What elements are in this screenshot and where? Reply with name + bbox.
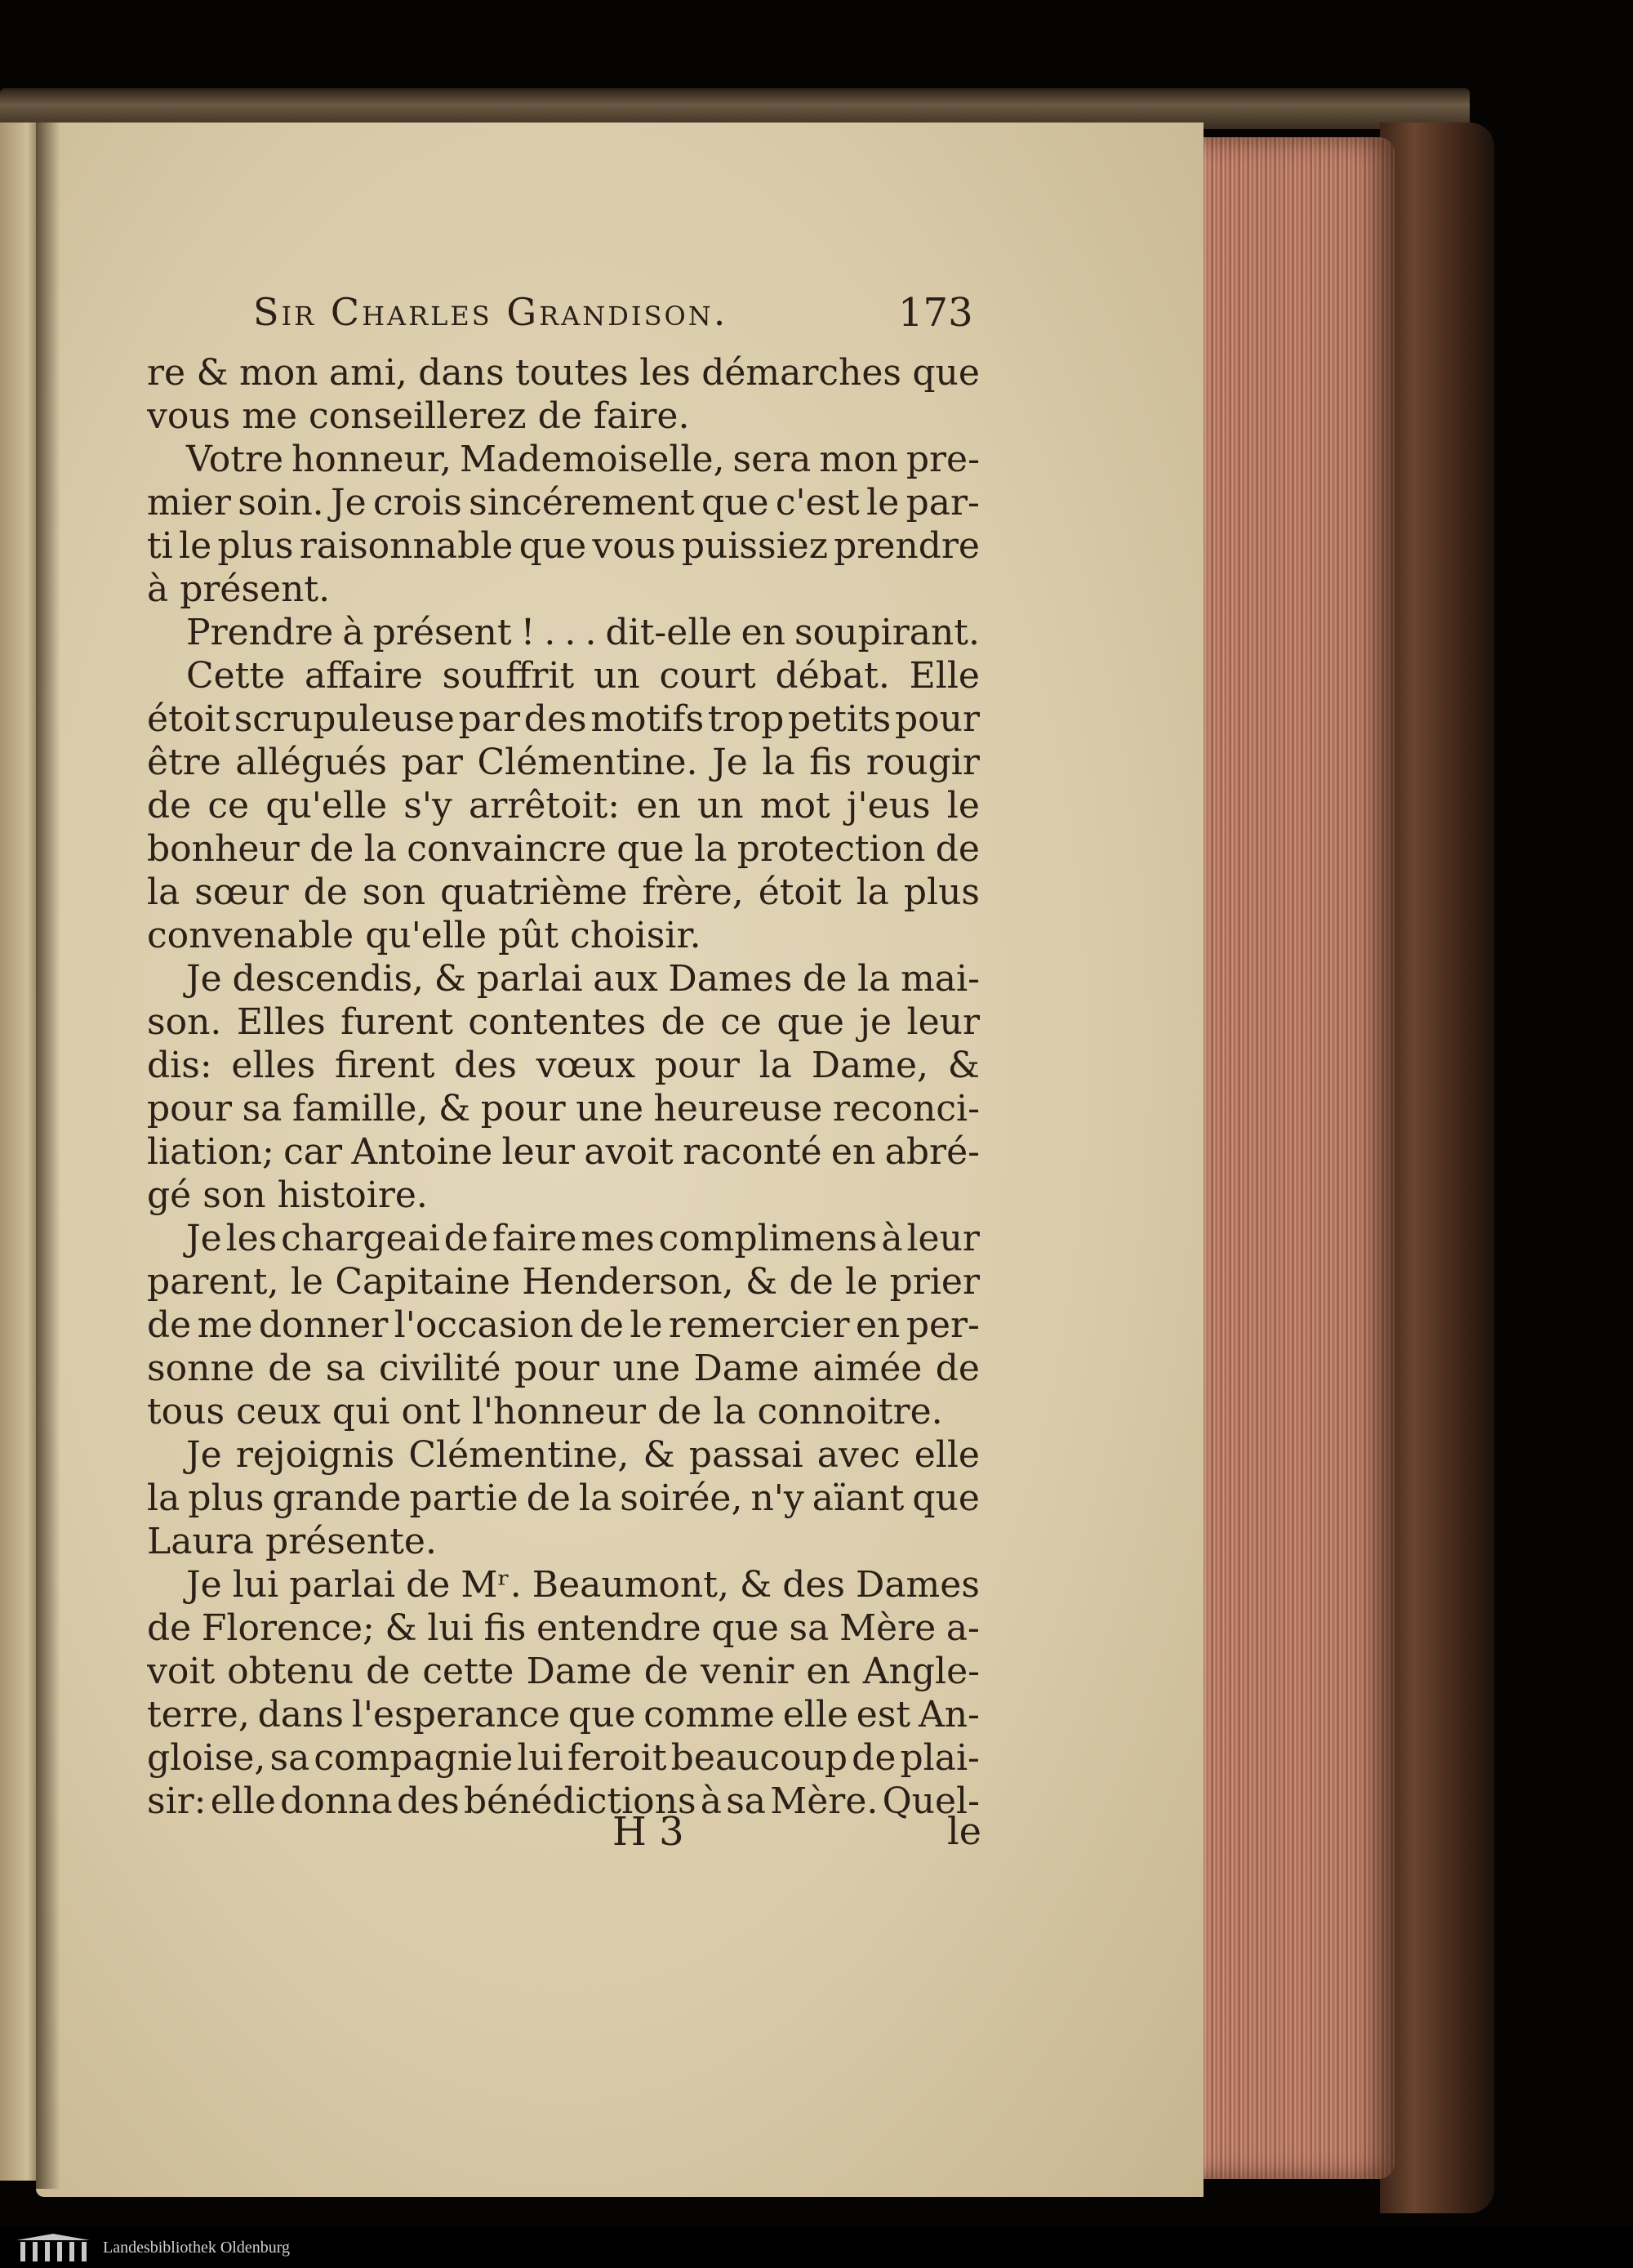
text-line: Je rejoignis Clémentine, & passai avec elle [186,1434,980,1476]
text-line: Laura présente. [147,1521,437,1562]
text-line: étoit scrupuleuse par des motifs trop petits pour [147,698,980,740]
left-page-edge [0,123,39,2181]
catchword: le [947,1809,981,1853]
footer-bar [0,2227,1633,2268]
text-line: re & mon ami, dans toutes les démarches que [147,352,980,394]
text-line: terre, dans l'esperance que comme elle est An- [147,1694,980,1736]
text-line: pour sa famille, & pour une heureuse reconci- [147,1088,980,1130]
text-line: à présent. [147,568,331,610]
text-line: son. Elles furent contentes de ce que je leur [147,1001,980,1043]
text-line: Je les chargeai de faire mes complimens à leur [186,1218,980,1259]
text-line: vous me conseillerez de faire. [147,395,690,437]
library-name: Landesbibliothek Oldenburg [103,2238,291,2257]
text-line: de ce qu'elle s'y arrêtoit: en un mot j'eus le [147,785,980,827]
text-line: de Florence; & lui fis entendre que sa Mère a- [147,1607,980,1649]
library-logo-icon [16,2234,90,2261]
text-line: liation; car Antoine leur avoit raconté en abré- [147,1131,980,1173]
text-line: mier soin. Je crois sincérement que c'est le par- [147,482,980,524]
text-line: la plus grande partie de la soirée, n'y aïant que [147,1477,980,1519]
signature-mark: H 3 [612,1809,684,1855]
text-line: sonne de sa civilité pour une Dame aimée de [147,1348,980,1389]
text-line: la sœur de son quatrième frère, étoit la plus [147,871,980,913]
text-line: parent, le Capitaine Henderson, & de le prier [147,1261,980,1303]
page-fore-edge [1199,137,1395,2179]
book-cover-right-edge [1380,123,1494,2213]
running-title: Sir Charles Grandison. [253,290,728,334]
text-line: être allégués par Clémentine. Je la fis rougir [147,742,980,783]
text-line: ti le plus raisonnable que vous puissiez prendre [147,525,980,567]
text-line: sir: elle donna des bénédictions à sa Mère. Quel- [147,1780,980,1822]
text-line: Cette affaire souffrit un court débat. Elle [186,655,980,697]
text-line: de me donner l'occasion de le remercier en per- [147,1304,980,1346]
text-line: Je descendis, & parlai aux Dames de la mai- [186,958,980,1000]
text-line: gé son histoire. [147,1174,428,1216]
text-line: Prendre à présent ! . . . dit-elle en soupirant. [186,612,980,653]
page-gutter [36,123,60,2189]
text-line: Je lui parlai de Mʳ. Beaumont, & des Dames [186,1564,980,1606]
text-line: gloise, sa compagnie lui feroit beaucoup de plai- [147,1737,980,1779]
page-number: 173 [898,290,973,336]
text-line: dis: elles firent des vœux pour la Dame, & [147,1045,980,1086]
text-line: bonheur de la convaincre que la protection de [147,828,980,870]
text-line: voit obtenu de cette Dame de venir en Angle- [147,1651,980,1692]
body-text [147,351,980,1823]
text-line: convenable qu'elle pût choisir. [147,915,701,956]
text-line: Votre honneur, Mademoiselle, sera mon pre- [186,439,980,480]
text-line: tous ceux qui ont l'honneur de la connoitre. [147,1391,943,1433]
